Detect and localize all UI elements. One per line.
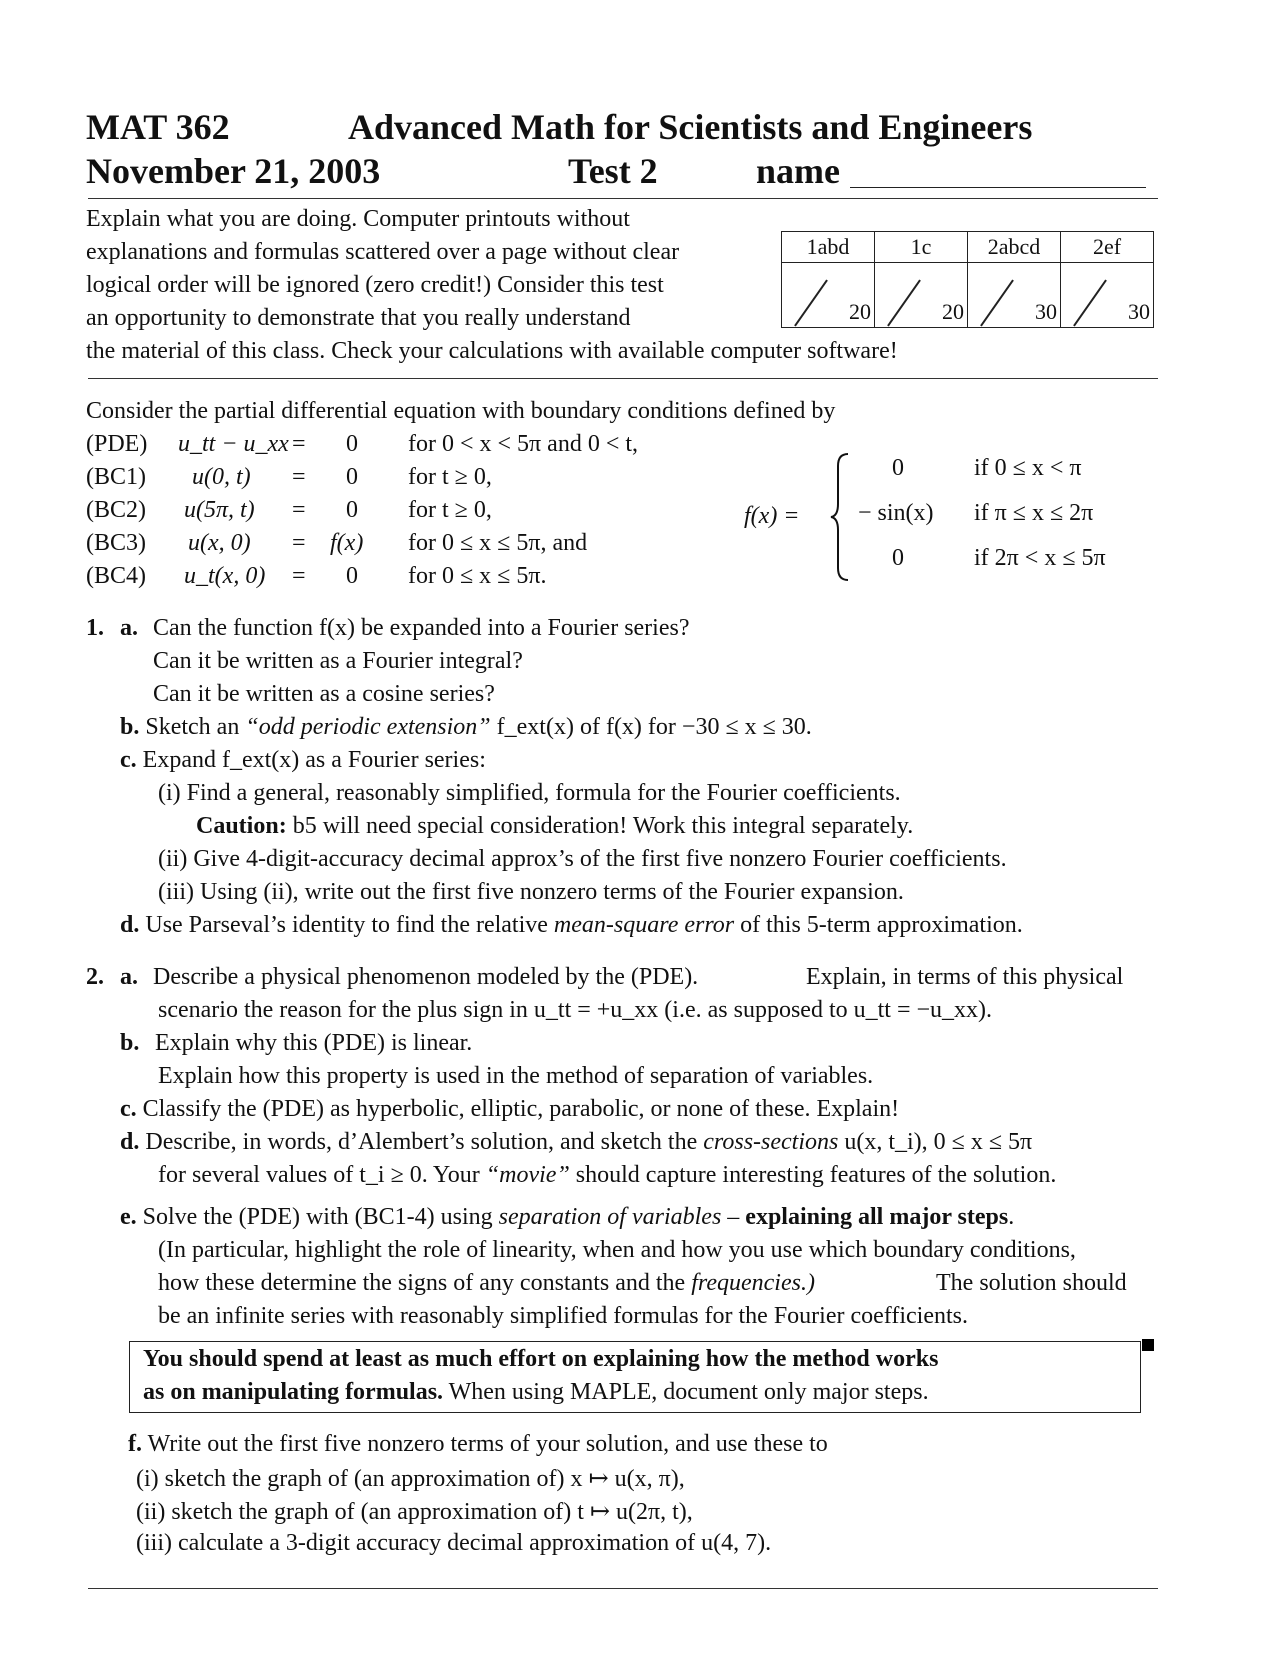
eq-lhs: u(5π, t) xyxy=(184,497,255,523)
name-blank[interactable] xyxy=(850,187,1146,188)
box-line2-bold: as on manipulating formulas. xyxy=(143,1379,444,1405)
caution-label: Caution: xyxy=(196,813,287,839)
eq-rhs: f(x) xyxy=(330,530,364,556)
header-rule xyxy=(88,198,1158,199)
caution-text: b5 will need special consideration! Work this integral separately. xyxy=(286,813,914,839)
score-cell[interactable] xyxy=(1061,263,1154,328)
q2f-iii: (iii) calculate a 3-digit accuracy decimal approximation of u(4, 7). xyxy=(136,1530,772,1556)
q1d-label: d. xyxy=(120,912,140,938)
q2-number: 2. xyxy=(86,964,104,990)
q2e-bold: explaining all major steps xyxy=(745,1204,1009,1230)
eq-tag: (BC1) xyxy=(86,464,146,490)
q2e-line3 xyxy=(158,1270,815,1297)
instruction-line: logical order will be ignored (zero credit!) Consider this test xyxy=(86,272,664,298)
q1a-line: Can it be written as a Fourier integral? xyxy=(153,648,523,674)
q2c-text: Classify the (PDE) as hyperbolic, elliptic, parabolic, or none of these. Explain! xyxy=(142,1096,900,1122)
case-value: 0 xyxy=(892,545,904,571)
eq-sign: = xyxy=(292,497,306,523)
q2d-label: d. xyxy=(120,1129,140,1155)
q2b-label: b. xyxy=(120,1030,140,1056)
q2d-line2-post: should capture interesting features of the solution. xyxy=(569,1162,1057,1188)
eq-cond: for 0 < x < 5π and 0 < t, xyxy=(408,431,639,457)
intro-text: Consider the partial differential equation with boundary conditions defined by xyxy=(86,398,836,424)
q1a-line: Can it be written as a cosine series? xyxy=(153,681,495,707)
eq-lhs: u(0, t) xyxy=(192,464,251,490)
q2e-line3-pre: how these determine the signs of any constants and the xyxy=(158,1270,692,1296)
q2f xyxy=(128,1431,828,1458)
q2f-i: (i) sketch the graph of (an approximation of) x ↦ u(x, π), xyxy=(136,1466,685,1492)
score-header: 1c xyxy=(875,232,968,263)
q2f-text: Write out the first five nonzero terms of your solution, and use these to xyxy=(147,1431,828,1457)
box-line2-rest: When using MAPLE, document only major steps. xyxy=(443,1379,929,1405)
score-points: 30 xyxy=(1035,299,1057,324)
q2d-pre: Describe, in words, d’Alembert’s solution, and sketch the xyxy=(145,1129,704,1155)
q2d xyxy=(120,1129,1032,1156)
score-header: 2ef xyxy=(1061,232,1154,263)
q2a-label: a. xyxy=(120,964,138,990)
score-points: 20 xyxy=(942,299,964,324)
q2a-line1-left: Describe a physical phenomenon modeled by the (PDE). xyxy=(153,964,699,990)
q2e-end: . xyxy=(1008,1204,1015,1230)
q2c xyxy=(120,1096,899,1123)
section-rule xyxy=(88,378,1158,379)
q1a-line: Can the function f(x) be expanded into a Fourier series? xyxy=(153,615,690,641)
q2e xyxy=(120,1204,1014,1231)
q1d-pre: Use Parseval’s identity to find the relative xyxy=(145,912,554,938)
q2d-line2-italic: “movie” xyxy=(485,1162,570,1188)
case-cond: if π ≤ x ≤ 2π xyxy=(974,500,1094,526)
score-cell[interactable] xyxy=(782,263,875,328)
q1b-pre: Sketch an xyxy=(145,714,246,740)
score-header: 2abcd xyxy=(968,232,1061,263)
q1b-label: b. xyxy=(120,714,140,740)
eq-lhs: u_t(x, 0) xyxy=(184,563,266,589)
eq-rhs: 0 xyxy=(346,431,358,457)
q2f-label: f. xyxy=(128,1431,142,1457)
q1c-caution xyxy=(196,813,913,840)
brace-icon xyxy=(830,452,850,582)
eq-cond: for t ≥ 0, xyxy=(408,464,492,490)
score-cell[interactable] xyxy=(875,263,968,328)
eq-rhs: 0 xyxy=(346,497,358,523)
q1d-italic: mean-square error xyxy=(553,912,735,938)
q2b-line2: Explain how this property is used in the method of separation of variables. xyxy=(158,1063,874,1089)
q2e-line3-right: The solution should xyxy=(936,1270,1127,1296)
q1d xyxy=(120,912,1023,939)
q2a-line2: scenario the reason for the plus sign in u_tt = +u_xx (i.e. as supposed to u_tt = −u_xx). xyxy=(158,997,993,1023)
eq-tag: (BC3) xyxy=(86,530,146,556)
eq-sign: = xyxy=(292,464,306,490)
box-line2 xyxy=(143,1379,929,1406)
score-cell[interactable] xyxy=(968,263,1061,328)
q2f-ii: (ii) sketch the graph of (an approximation of) t ↦ u(2π, t), xyxy=(136,1499,693,1525)
q2e-line2: (In particular, highlight the role of linearity, when and how you use which boundary conditions, xyxy=(158,1237,1076,1263)
q2e-label: e. xyxy=(120,1204,137,1230)
q2d-italic: cross-sections xyxy=(703,1129,839,1155)
q1b-post: f_ext(x) of f(x) for −30 ≤ x ≤ 30. xyxy=(490,714,812,740)
q1c-iii: (iii) Using (ii), write out the first five nonzero terms of the Fourier expansion. xyxy=(158,879,904,905)
score-points: 30 xyxy=(1128,299,1150,324)
q1c xyxy=(120,747,486,774)
q2c-label: c. xyxy=(120,1096,137,1122)
eq-cond: for 0 ≤ x ≤ 5π, and xyxy=(408,530,588,556)
eq-tag: (BC4) xyxy=(86,563,146,589)
score-table xyxy=(781,231,1154,328)
q1c-ii: (ii) Give 4-digit-accuracy decimal approx’s of the first five nonzero Fourier coefficients. xyxy=(158,846,1007,872)
q2b-line1: Explain why this (PDE) is linear. xyxy=(155,1030,473,1056)
q2e-italic: separation of variables xyxy=(498,1204,722,1230)
q1b xyxy=(120,714,812,741)
eq-cond: for t ≥ 0, xyxy=(408,497,492,523)
eq-lhs: u(x, 0) xyxy=(188,530,251,556)
instruction-line: Explain what you are doing. Computer printouts without xyxy=(86,206,630,232)
instruction-line: the material of this class. Check your calculations with available computer software! xyxy=(86,338,898,364)
eq-tag: (BC2) xyxy=(86,497,146,523)
score-points: 20 xyxy=(849,299,871,324)
score-header: 1abd xyxy=(782,232,875,263)
name-label: name xyxy=(756,151,840,191)
test-label: Test 2 xyxy=(568,151,658,191)
case-cond: if 0 ≤ x < π xyxy=(974,455,1082,481)
instruction-line: explanations and formulas scattered over a page without clear xyxy=(86,239,680,265)
piecewise-lhs: f(x) = xyxy=(744,503,800,529)
q1c-text: Expand f_ext(x) as a Fourier series: xyxy=(142,747,486,773)
q1d-post: of this 5-term approximation. xyxy=(734,912,1023,938)
end-mark-icon xyxy=(1142,1339,1154,1351)
eq-lhs: u_tt − u_xx xyxy=(178,431,289,457)
q2d-line2 xyxy=(158,1162,1056,1189)
q2d-post: u(x, t_i), 0 ≤ x ≤ 5π xyxy=(838,1129,1033,1155)
eq-cond: for 0 ≤ x ≤ 5π. xyxy=(408,563,547,589)
eq-tag: (PDE) xyxy=(86,431,148,457)
course-title: Advanced Math for Scientists and Engineers xyxy=(348,107,1033,147)
case-value: 0 xyxy=(892,455,904,481)
eq-sign: = xyxy=(292,563,306,589)
eq-sign: = xyxy=(292,431,306,457)
eq-sign: = xyxy=(292,530,306,556)
q1c-i: (i) Find a general, reasonably simplified, formula for the Fourier coefficients. xyxy=(158,780,901,806)
instruction-line: an opportunity to demonstrate that you really understand xyxy=(86,305,631,331)
q1b-italic: “odd periodic extension” xyxy=(245,714,491,740)
footer-rule xyxy=(88,1588,1158,1589)
q2e-line3-italic: frequencies.) xyxy=(691,1270,815,1296)
q2e-dash: – xyxy=(721,1204,746,1230)
box-line1: You should spend at least as much effort on explaining how the method works xyxy=(143,1346,939,1372)
q1-number: 1. xyxy=(86,615,104,641)
case-value: − sin(x) xyxy=(858,500,934,526)
case-cond: if 2π < x ≤ 5π xyxy=(974,545,1106,571)
eq-rhs: 0 xyxy=(346,563,358,589)
q1c-label: c. xyxy=(120,747,137,773)
exam-date: November 21, 2003 xyxy=(86,151,381,191)
course-code: MAT 362 xyxy=(86,107,230,147)
q1a-label: a. xyxy=(120,615,138,641)
q2e-line4: be an infinite series with reasonably simplified formulas for the Fourier coefficients. xyxy=(158,1303,968,1329)
eq-rhs: 0 xyxy=(346,464,358,490)
q2a-line1-right: Explain, in terms of this physical xyxy=(806,964,1124,990)
q2e-pre: Solve the (PDE) with (BC1-4) using xyxy=(142,1204,499,1230)
q2d-line2-pre: for several values of t_i ≥ 0. Your xyxy=(158,1162,486,1188)
